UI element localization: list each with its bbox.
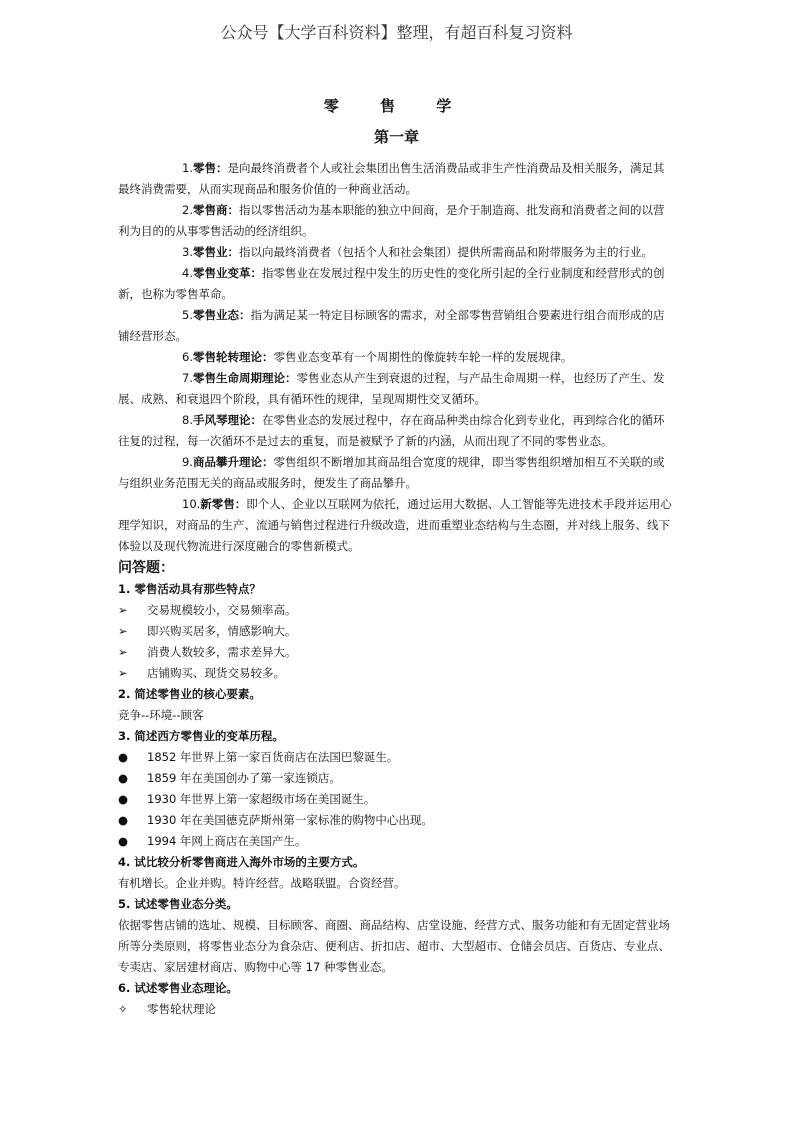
list-item-text: 零售轮状理论 — [147, 1002, 216, 1016]
diamond-star-bullet-icon: ✧ — [118, 1002, 128, 1016]
answer-3-list — [118, 747, 674, 852]
definition-item — [118, 305, 674, 347]
question-5: 5. 试述零售业态分类。 — [118, 897, 238, 911]
definition-term: 零售业变革： — [192, 266, 262, 280]
definition-number: 2. — [182, 203, 193, 217]
definition-item — [118, 200, 674, 242]
definition-number: 3. — [182, 245, 193, 259]
document-title: 零 售 学 — [323, 97, 470, 115]
list-item-text: 即兴购买居多，情感影响大。 — [147, 624, 297, 638]
definition-number: 10. — [182, 497, 201, 511]
list-item — [118, 663, 674, 684]
list-item-text: 1852 年世界上第一家百货商店在法国巴黎诞生。 — [147, 750, 399, 764]
arrow-bullet-icon: ➢ — [118, 645, 128, 659]
definition-term: 零售： — [192, 161, 228, 175]
arrow-bullet-icon: ➢ — [118, 603, 128, 617]
list-item-text: 1994 年网上商店在美国产生。 — [147, 834, 307, 848]
definition-term: 零售轮转理论： — [192, 350, 274, 364]
definition-term: 零售业态： — [192, 308, 251, 322]
dot-bullet-icon: ● — [118, 834, 129, 848]
definition-term: 零售业： — [192, 245, 239, 259]
definition-number: 4. — [182, 266, 193, 280]
arrow-bullet-icon: ➢ — [118, 624, 128, 638]
answer-1-list — [118, 600, 674, 684]
definition-number: 8. — [182, 413, 193, 427]
dot-bullet-icon: ● — [118, 792, 129, 806]
definition-item — [118, 242, 674, 263]
definition-term: 手风琴理论： — [192, 413, 262, 427]
list-item-text: 店铺购买、现货交易较多。 — [147, 666, 285, 680]
answer-2: 竞争--环境--顾客 — [118, 708, 204, 722]
list-item — [118, 810, 674, 831]
qa-section-heading: 问答题： — [118, 560, 174, 576]
definition-term: 零售商： — [192, 203, 239, 217]
document-body — [118, 158, 674, 1020]
question-3: 3. 简述西方零售业的变革历程。 — [118, 729, 284, 743]
definition-number: 1. — [182, 161, 193, 175]
list-item — [118, 621, 674, 642]
definition-term: 新零售： — [200, 497, 247, 511]
chapter-heading: 第一章 — [373, 128, 419, 146]
list-item-text: 1930 年世界上第一家超级市场在美国诞生。 — [147, 792, 376, 806]
list-item-text: 1930 年在美国德克萨斯州第一家标准的购物中心出现。 — [147, 813, 433, 827]
definition-number: 5. — [182, 308, 193, 322]
dot-bullet-icon: ● — [118, 813, 129, 827]
list-item — [118, 999, 674, 1020]
question-4: 4. 试比较分析零售商进入海外市场的主要方式。 — [118, 855, 365, 869]
definition-text: 指为满足某一特定目标顾客的需求，对全部零售营销组合要素进行组合而形成的店铺经营形态。 — [118, 308, 665, 343]
definition-item — [118, 347, 674, 368]
definition-text: 指零售业在发展过程中发生的历史性的变化所引起的全行业制度和经营形式的创新，也称为零售革命。 — [118, 266, 665, 301]
definition-term: 零售生命周期理论： — [192, 371, 297, 385]
dot-bullet-icon: ● — [118, 750, 129, 764]
definition-term: 商品攀升理论： — [192, 455, 274, 469]
definition-item — [118, 410, 674, 452]
question-6: 6. 试述零售业态理论。 — [118, 981, 238, 995]
definitions-list — [118, 158, 674, 557]
definition-item — [118, 158, 674, 200]
list-item — [118, 789, 674, 810]
definition-text: 零售业态变革有一个周期性的像旋转车轮一样的发展规律。 — [273, 350, 573, 364]
list-item-text: 消费人数较多，需求差异大。 — [147, 645, 297, 659]
definition-item — [118, 494, 674, 557]
list-item — [118, 768, 674, 789]
definition-text: 零售业态从产生到衰退的过程，与产品生命周期一样，也经历了产生、发展、成熟、和衰退四个阶段，具有循环性的规律，呈现周期性交叉循环。 — [118, 371, 665, 406]
list-item-text: 1859 年在美国创办了第一家连锁店。 — [147, 771, 341, 785]
definition-text: 指以向最终消费者（包括个人和社会集团）提供所需商品和附带服务为主的行业。 — [238, 245, 653, 259]
list-item — [118, 831, 674, 852]
arrow-bullet-icon: ➢ — [118, 666, 128, 680]
definition-item — [118, 263, 674, 305]
page-header: 公众号【大学百科资料】整理，有超百科复习资料 — [220, 23, 573, 42]
definition-text: 是向最终消费者个人或社会集团出售生活消费品或非生产性消费品及相关服务，满足其最终消费需要，从而实现商品和服务价值的一种商业活动。 — [118, 161, 665, 196]
definition-number: 7. — [182, 371, 193, 385]
definition-number: 6. — [182, 350, 193, 364]
list-item — [118, 600, 674, 621]
question-1: 1. 零售活动具有那些特点？ — [118, 582, 261, 596]
definition-item — [118, 452, 674, 494]
definition-number: 9. — [182, 455, 193, 469]
definition-text: 即个人、企业以互联网为依托，通过运用大数据、人工智能等先进技术手段并运用心理学知识，对商品的生产、流通与销售过程进行升级改造，进而重塑业态结构与生态圈，并对线上服务、线下体验以及现代物流进行深度融合的零售新模式。 — [118, 497, 672, 553]
list-item — [118, 642, 674, 663]
definition-text: 零售组织不断增加其商品组合宽度的规律，即当零售组织增加相互不关联的或与组织业务范围无关的商品或服务时，便发生了商品攀升。 — [118, 455, 665, 490]
definition-item — [118, 368, 674, 410]
question-2: 2. 简述零售业的核心要素。 — [118, 687, 261, 701]
dot-bullet-icon: ● — [118, 771, 129, 785]
list-item-text: 交易规模较小，交易频率高。 — [147, 603, 297, 617]
answer-6-list — [118, 999, 674, 1020]
definition-text: 在零售业态的发展过程中，存在商品种类由综合化到专业化，再到综合化的循环往复的过程，每一次循环不是过去的重复，而是被赋予了新的内涵，从而出现了不同的零售业态。 — [118, 413, 665, 448]
definition-text: 指以零售活动为基本职能的独立中间商，是介于制造商、批发商和消费者之间的以营利为目的的从事零售活动的经济组织。 — [118, 203, 665, 238]
list-item — [118, 747, 674, 768]
answer-4: 有机增长。企业并购。特许经营。战略联盟。合资经营。 — [118, 876, 406, 890]
answer-5: 依据零售店铺的选址、规模、目标顾客、商圈、商品结构、店堂设施、经营方式、服务功能和有无固定营业场所等分类原则，将零售业态分为食杂店、便利店、折扣店、超市、大型超市、仓储会员店、百货店、专业点、专卖店、家居建材商店、购物中心等 17 种零售业态。 — [118, 918, 670, 974]
